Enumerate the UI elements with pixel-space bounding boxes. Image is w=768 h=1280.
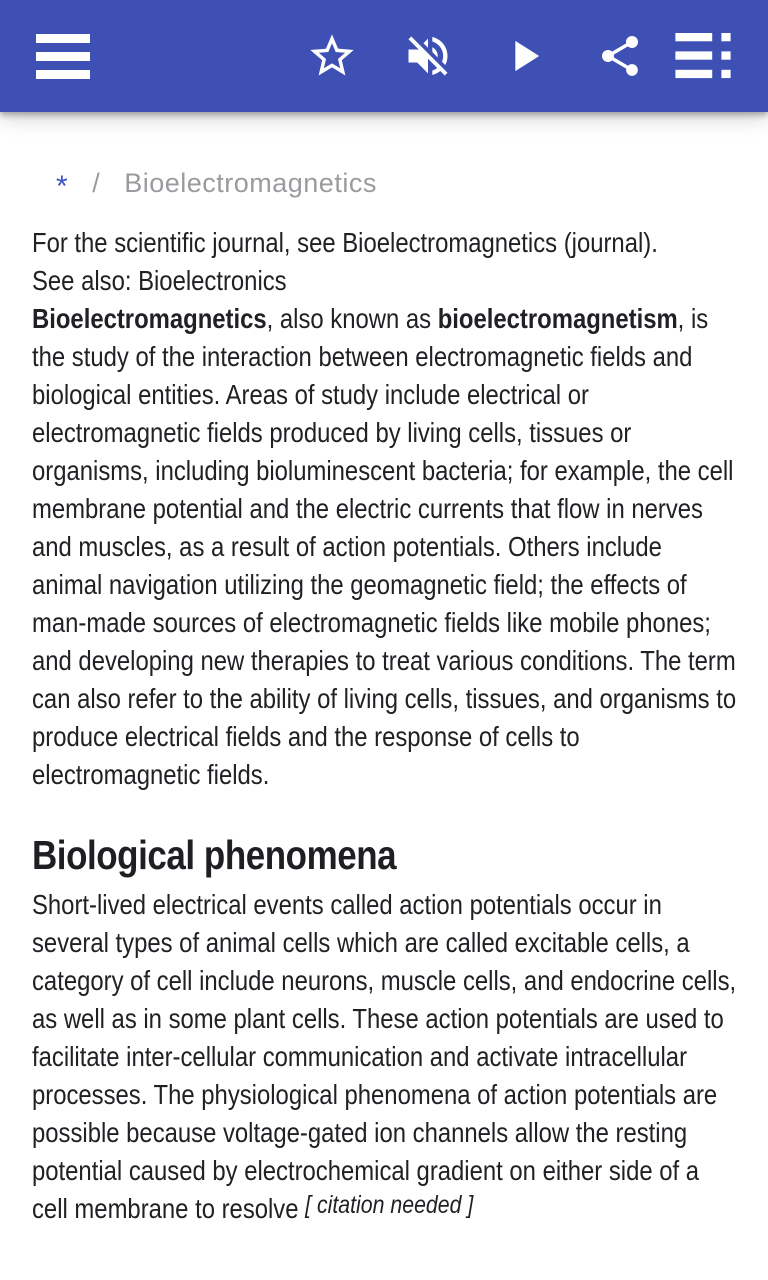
article-body [32, 224, 737, 1229]
section-paragraph [32, 886, 737, 1229]
breadcrumb [56, 162, 768, 204]
hatnote-journal: For the scientific journal, see Bioelectromagnetics (journal). [32, 227, 658, 258]
lead-paragraph: Bioelectromagnetics, also known as bioelectromagnetism, is the study of the interaction between electromagnetic fields and biological entities. Areas of study include electrical or electromagnetic fields produced by living cells, tissues or organisms, including bioluminescent bacteria; for example, the cell membrane potential and the electric currents that flow in nerves and muscles, as a result of action potentials. Others include animal navigation utilizing the geomagnetic field; the effects of man-made sources of electromagnetic fields like mobile phones; and developing new therapies to treat various conditions. The term can also refer to the ability of living cells, tissues, and organisms to produce electrical fields and the response of cells to electromagnetic fields. [32, 303, 737, 790]
share-icon [596, 32, 644, 80]
bookmark-button[interactable] [284, 0, 380, 112]
section-heading-biological-phenomena: Biological phenomena [32, 832, 397, 878]
app-bar [0, 0, 768, 112]
play-button[interactable] [476, 0, 572, 112]
hatnote-see-also: See also: Bioelectronics [32, 265, 287, 296]
reading-list-icon [675, 33, 731, 79]
breadcrumb-separator: / [92, 167, 101, 198]
play-icon [498, 30, 550, 82]
mute-button[interactable] [380, 0, 476, 112]
section-text: Short-lived electrical events called action potentials occur in several types of animal cells which are called excitable cells, a category of cell include neurons, muscle cells, and endocrine cells, as well as in some plant cells. These action potentials are used to facilitate inter-cellular communication and activate intracellular processes. The physiological phenomena of action potentials are possible because voltage-gated ion channels allow the resting potential caused by electrochemical gradient on either side of a cell membrane to resolve [32, 889, 737, 1224]
reading-list-button[interactable] [668, 0, 738, 112]
breadcrumb-current-page: Bioelectromagnetics [124, 167, 377, 198]
menu-icon [36, 34, 90, 79]
menu-button[interactable] [0, 0, 110, 112]
star-border-icon [306, 30, 358, 82]
volume-off-icon [402, 30, 454, 82]
share-button[interactable] [572, 0, 668, 112]
article-scroll-area[interactable] [0, 112, 768, 1280]
breadcrumb-root-link[interactable]: * [56, 170, 69, 203]
citation-needed-marker[interactable]: [ citation needed ] [305, 1191, 474, 1219]
